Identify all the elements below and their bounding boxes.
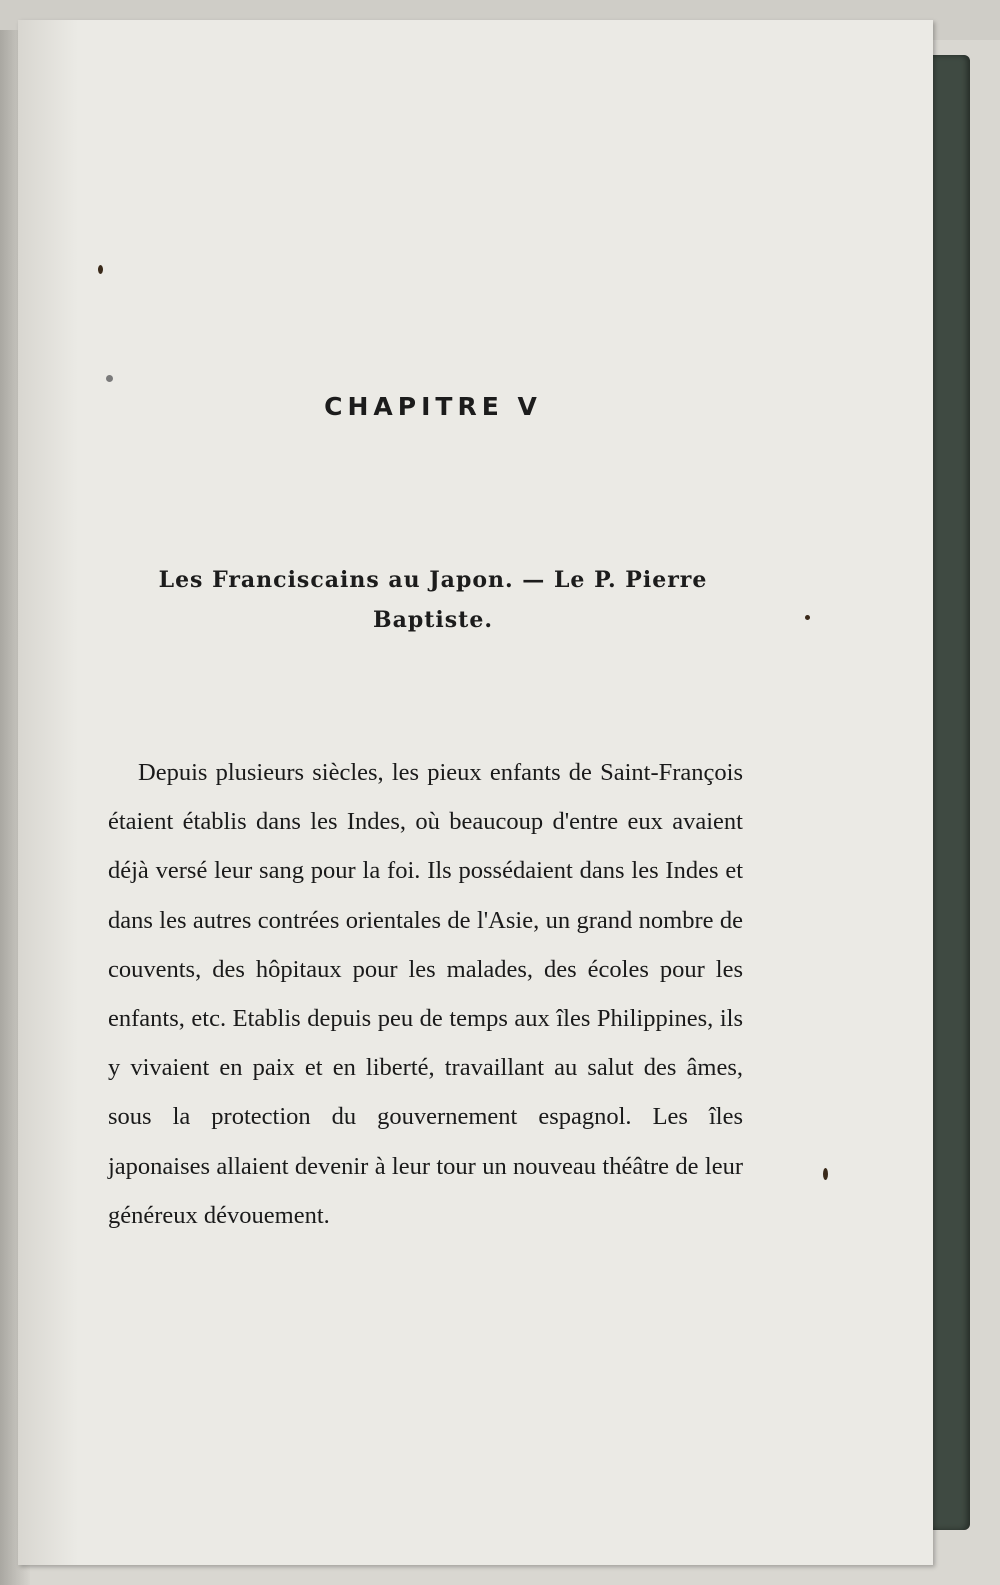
ink-speck [98, 265, 103, 274]
chapter-title: CHAPITRE V [324, 392, 542, 421]
book-cover-edge [930, 55, 970, 1530]
page-gutter [18, 20, 78, 1565]
book-page [18, 20, 933, 1565]
chapter-subtitle [98, 560, 768, 640]
chapter-subtitle-line: Les Franciscains au Japon. — Le P. Pierre [158, 567, 708, 593]
ink-speck [805, 615, 810, 620]
ink-speck [106, 375, 113, 382]
body-text [108, 748, 743, 1240]
ink-speck [823, 1168, 828, 1180]
paragraph: Depuis plusieurs siècles, les pieux enfants de Saint-François étaient établis dans les Indes, où beaucoup d'entre eux avaient déjà versé leur sang pour la foi. Ils possédaient dans les Indes et dans les autres contrées orientales de l'Asie, un grand nombre de couvents, des hôpitaux pour les malades, des écoles pour les enfants, etc. Etablis depuis peu de temps aux îles Philippines, ils y vivaient en paix et en liberté, travaillant au salut des âmes, sous la protection du gouvernement espagnol. Les îles japonaises allaient devenir à leur tour un nouveau théâtre de leur généreux dévouement. [108, 759, 743, 1229]
chapter-subtitle-line: Baptiste. [373, 607, 493, 633]
